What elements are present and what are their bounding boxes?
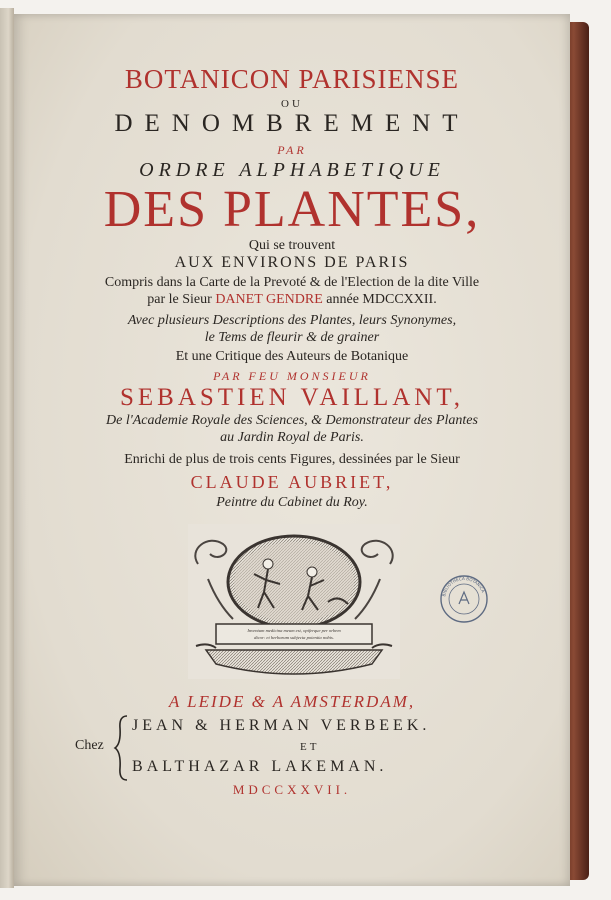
subtitle-ordre: ORDRE ALPHABETIQUE xyxy=(139,159,445,181)
svg-text:BIBLIOTHECA BOTANICA: BIBLIOTHECA BOTANICA xyxy=(441,575,486,597)
line-enrichi: Enrichi de plus de trois cents Figures, dessinées par le Sieur xyxy=(124,452,460,467)
line-jardin: au Jardin Royal de Paris. xyxy=(220,430,364,445)
illustrator-name: CLAUDE AUBRIET, xyxy=(190,472,394,492)
imprint-place: A LEIDE & A AMSTERDAM, xyxy=(168,692,416,711)
svg-text:Inventum medicina meum est, op: Inventum medicina meum est, opiferque per orbem xyxy=(247,628,341,633)
book-title: BOTANICON PARISIENSE xyxy=(124,64,460,94)
publisher-verbeek: JEAN & HERMAN VERBEEK. xyxy=(132,717,431,734)
line-feu: PAR FEU MONSIEUR xyxy=(213,369,371,383)
line-compris: Compris dans la Carte de la Prevoté & de l'Election de la dite Ville xyxy=(104,275,480,290)
subtitle-denombrement: DENOMBREMENT xyxy=(114,110,470,137)
brace-icon xyxy=(113,714,129,782)
publication-year: MDCCXXVII. xyxy=(232,782,352,797)
title-page xyxy=(14,14,570,886)
sieur-name: DANET GENDRE xyxy=(215,292,323,307)
svg-text:dicor: et herbarum subjecta po: dicor: et herbarum subjecta potentia nobis. xyxy=(254,635,334,640)
line-sieur xyxy=(14,292,570,308)
sieur-prefix: par le Sieur xyxy=(147,292,212,307)
library-stamp-icon xyxy=(439,574,489,624)
line-avec: Avec plusieurs Descriptions des Plantes, leurs Synonymes, xyxy=(127,313,457,328)
publisher-lakeman: BALTHAZAR LAKEMAN. xyxy=(132,758,388,775)
word-chez: Chez xyxy=(75,738,104,753)
line-peintre: Peintre du Cabinet du Roy. xyxy=(216,495,368,510)
word-par: PAR xyxy=(277,143,307,157)
subtitle-plantes: DES PLANTES, xyxy=(103,181,481,238)
engraving-vignette xyxy=(188,524,400,679)
conjunction-ou: OU xyxy=(281,98,303,110)
book-left-edge xyxy=(0,8,14,888)
line-critique: Et une Critique des Auteurs de Botanique xyxy=(175,349,409,364)
word-et: ET xyxy=(300,741,320,753)
line-environs: AUX ENVIRONS DE PARIS xyxy=(174,254,410,271)
line-tems: le Tems de fleurir & de grainer xyxy=(204,330,380,345)
line-qui: Qui se trouvent xyxy=(248,238,336,253)
line-academie: De l'Academie Royale des Sciences, & Demonstrateur des Plantes xyxy=(106,413,478,428)
sieur-suffix: année MDCCXXII. xyxy=(326,292,437,307)
author-name: SEBASTIEN VAILLANT, xyxy=(119,384,465,411)
